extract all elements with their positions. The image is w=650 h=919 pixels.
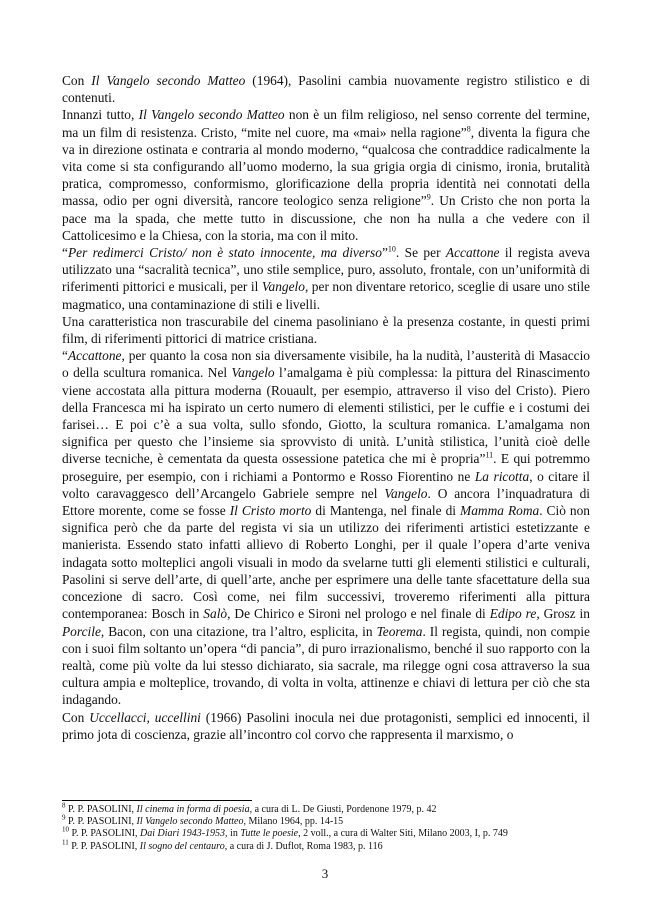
- italic-text: Teorema: [376, 623, 423, 639]
- text-run: Con: [62, 709, 90, 725]
- paragraph: [62, 347, 590, 708]
- footnotes: [62, 801, 590, 853]
- text-run: “: [62, 348, 68, 364]
- paragraph: [62, 709, 590, 743]
- italic-text: Vangelo: [231, 365, 275, 381]
- text-run: , 2 voll., a cura di Walter Siti, Milano 2003, I, p. 749: [298, 828, 508, 840]
- italic-text: Il Vangelo secondo Matteo: [91, 73, 246, 88]
- text-run: , Bacon, con una citazione, tra l’altro, esplicita, in: [100, 623, 377, 639]
- italic-text: Il Cristo morto: [229, 503, 312, 519]
- italic-text: Edipo re: [489, 606, 537, 622]
- text-run: . O ancora l’inquadratura di Ettore morente, come se fosse: [62, 485, 590, 519]
- text-run: l’amalgama è più complessa: la pittura del Rinascimento viene accostata alla pittura moderna (Rouault, per esempio, attraverso il viso del Cristo). Piero della Francesca mi ha ispirato un certo numero di elementi stilistici, per le cuffie e i costumi dei farisei… E poi c’è a sua volta, sullo sfondo, Giotto, la scultura romanica. L’amalgama non significa per questo che l’insieme sia sprovvisto di unità. L’unità stilistica, l’unità cioè delle diverse tecniche, è cementata da questa ossessione patetica che mi è propria”: [62, 365, 590, 467]
- italic-text: Uccellacci, uccellini: [89, 709, 201, 725]
- footnote-ref: 9: [426, 192, 431, 202]
- text-run: , in: [225, 828, 241, 840]
- text-run: ”: [381, 245, 388, 261]
- text-run: Con: [62, 73, 92, 88]
- text-run: di Mantenga, nel finale di: [311, 503, 461, 519]
- text-run: P. P. PASOLINI,: [69, 828, 141, 840]
- italic-text: Accattone: [67, 348, 122, 364]
- footnote: [62, 828, 590, 840]
- italic-text: Dai Diari 1943-1953: [140, 828, 226, 840]
- footnote-ref: 8: [466, 124, 471, 134]
- text-run: . Il regista, quindi, non compie con i suoi film soltanto un’opera “di pancia”, di puro irrazionalismo, benché il suo rapporto con la realtà, come più volte da lui stesso dichiarato, sia sacrale, ma rilegge ogni cosa attraverso la sua cultura ampia e molteplice, trovando, di volta in volta, attinenze e chiavi di lettura per ciò che sta indagando.: [62, 623, 590, 708]
- footnote-ref: 9: [62, 813, 66, 822]
- footnote-ref: 11: [62, 838, 69, 847]
- paragraph: [62, 313, 590, 347]
- italic-text: Il Vangelo secondo Matteo: [138, 107, 285, 123]
- italic-text: Salò: [203, 606, 228, 622]
- text-run: , Grosz in: [536, 606, 590, 622]
- text-run: , diventa la figura che va in direzione ostinata e contraria al mondo moderno, “qualcosa che contraddice radicalmente la vita come si sta configurando all’uomo moderno, la sua grigia orgia di cinismo, ironia, brutalità pratica, compromesso, conformismo, glorificazione della propria identità nei connotati della massa, odio per ogni diversità, rancore teologico senza religione”: [62, 124, 590, 209]
- footnote-separator: [62, 800, 252, 801]
- italic-text: La ricotta: [474, 468, 530, 484]
- text-run: . Se per: [395, 245, 446, 261]
- text-run: . Un Cristo che non porta la pace ma la spada, che mette tutto in discussione, che non ha nulla a che vedere con il Cattolicesimo e la Chiesa, con la storia, ma con il mito.: [62, 193, 590, 243]
- italic-text: Vangelo: [384, 485, 428, 501]
- text-run: “: [62, 245, 68, 261]
- footnote-ref: 8: [62, 801, 66, 810]
- italic-text: Mamma Roma: [460, 503, 540, 519]
- text-run: , o citare il volto caravaggesco dell’Arcangelo Gabriele sempre nel: [62, 468, 590, 501]
- paragraph: [62, 72, 590, 106]
- italic-text: Il cinema in forma di poesia: [136, 804, 250, 815]
- text-run: , a cura di L. De Giusti, Pordenone 1979, p. 42: [249, 804, 437, 815]
- footnote: [62, 801, 590, 816]
- italic-text: Il sogno del centauro: [139, 840, 225, 852]
- paragraph: [62, 244, 590, 313]
- text-run: , Milano 1964, pp. 14-15: [243, 816, 344, 828]
- italic-text: Accattone: [445, 245, 500, 261]
- text-run: , per quanto la cosa non sia diversamente visibile, ha la nudità, l’austerità di Masaccio o della scultura romanica. Nel: [62, 348, 590, 381]
- text-run: , per non diventare retorico, sceglie di usare uno stile magmatico, una contaminazione di stili e livelli.: [62, 279, 590, 312]
- text-run: (1964), Pasolini cambia nuovamente registro stilistico e di contenuti.: [62, 73, 591, 106]
- text-run: P. P. PASOLINI,: [65, 804, 137, 815]
- italic-text: Per redimerci Cristo/ non è stato innocente, ma diverso: [67, 245, 382, 261]
- paragraph: [62, 106, 590, 244]
- page-number: 3: [321, 866, 329, 881]
- italic-text: Vangelo: [261, 279, 305, 295]
- italic-text: Tutte le poesie: [240, 828, 299, 840]
- footnote: [62, 813, 590, 828]
- text-run: P. P. PASOLINI,: [65, 816, 137, 828]
- text-run: Innanzi tutto,: [62, 107, 139, 123]
- text-run: P. P. PASOLINI,: [68, 840, 140, 852]
- body-text: [62, 72, 590, 743]
- footnote: [62, 838, 590, 853]
- text-run: Una caratteristica non trascurabile del cinema pasoliniano è la presenza costante, in questi primi film, di riferimenti pittorici di matrice cristiana.: [62, 313, 590, 347]
- footnote-ref: 11: [485, 451, 494, 460]
- italic-text: Porcile: [62, 623, 101, 639]
- footnote-ref: 10: [62, 826, 69, 835]
- italic-text: Il Vangelo secondo Matteo: [136, 816, 244, 828]
- text-run: (1966) Pasolini inocula nei due protagonisti, semplici ed innocenti, il primo jota di coscienza, grazie all’incontro col corvo che rappresenta il marxismo, o: [62, 709, 590, 742]
- text-run: , a cura di J. Duflot, Roma 1983, p. 116: [224, 840, 383, 852]
- text-run: il regista aveva utilizzato una “sacralità tecnica”, uno stile semplice, puro, assoluto, frontale, con un’uniformità di riferimenti pittorici e musicali, per il: [62, 245, 590, 295]
- text-run: . Ciò non significa però che da parte del regista vi sia un utilizzo dei riferimenti artistici estetizzante e manierista. Essendo stato infatti allievo di Roberto Longhi, per il quale l’opera d’arte veniva indagata sotto molteplici angoli visuali in modo da svelarne tutti gli elementi stilistici e culturali, Pasolini si serve dell’arte, di quell’arte, anche per esprimere una delle tante sfacettature della sua concezione di sacro. Così come, nei film successivi, troveremo riferimenti alla pittura contemporanea: Bosch in: [62, 503, 590, 622]
- footnote-ref: 10: [387, 244, 396, 254]
- text-run: . E qui potremmo proseguire, per esempio, con i richiami a Pontormo e Rosso Fiorentino ne: [62, 451, 590, 484]
- text-run: non è un film religioso, nel senso corrente del termine, ma un film di resistenza. Cristo, “mite nel cuore, ma «mai» nella ragione”: [62, 107, 591, 140]
- text-run: , De Chirico e Sironi nel prologo e nel finale di: [227, 606, 490, 622]
